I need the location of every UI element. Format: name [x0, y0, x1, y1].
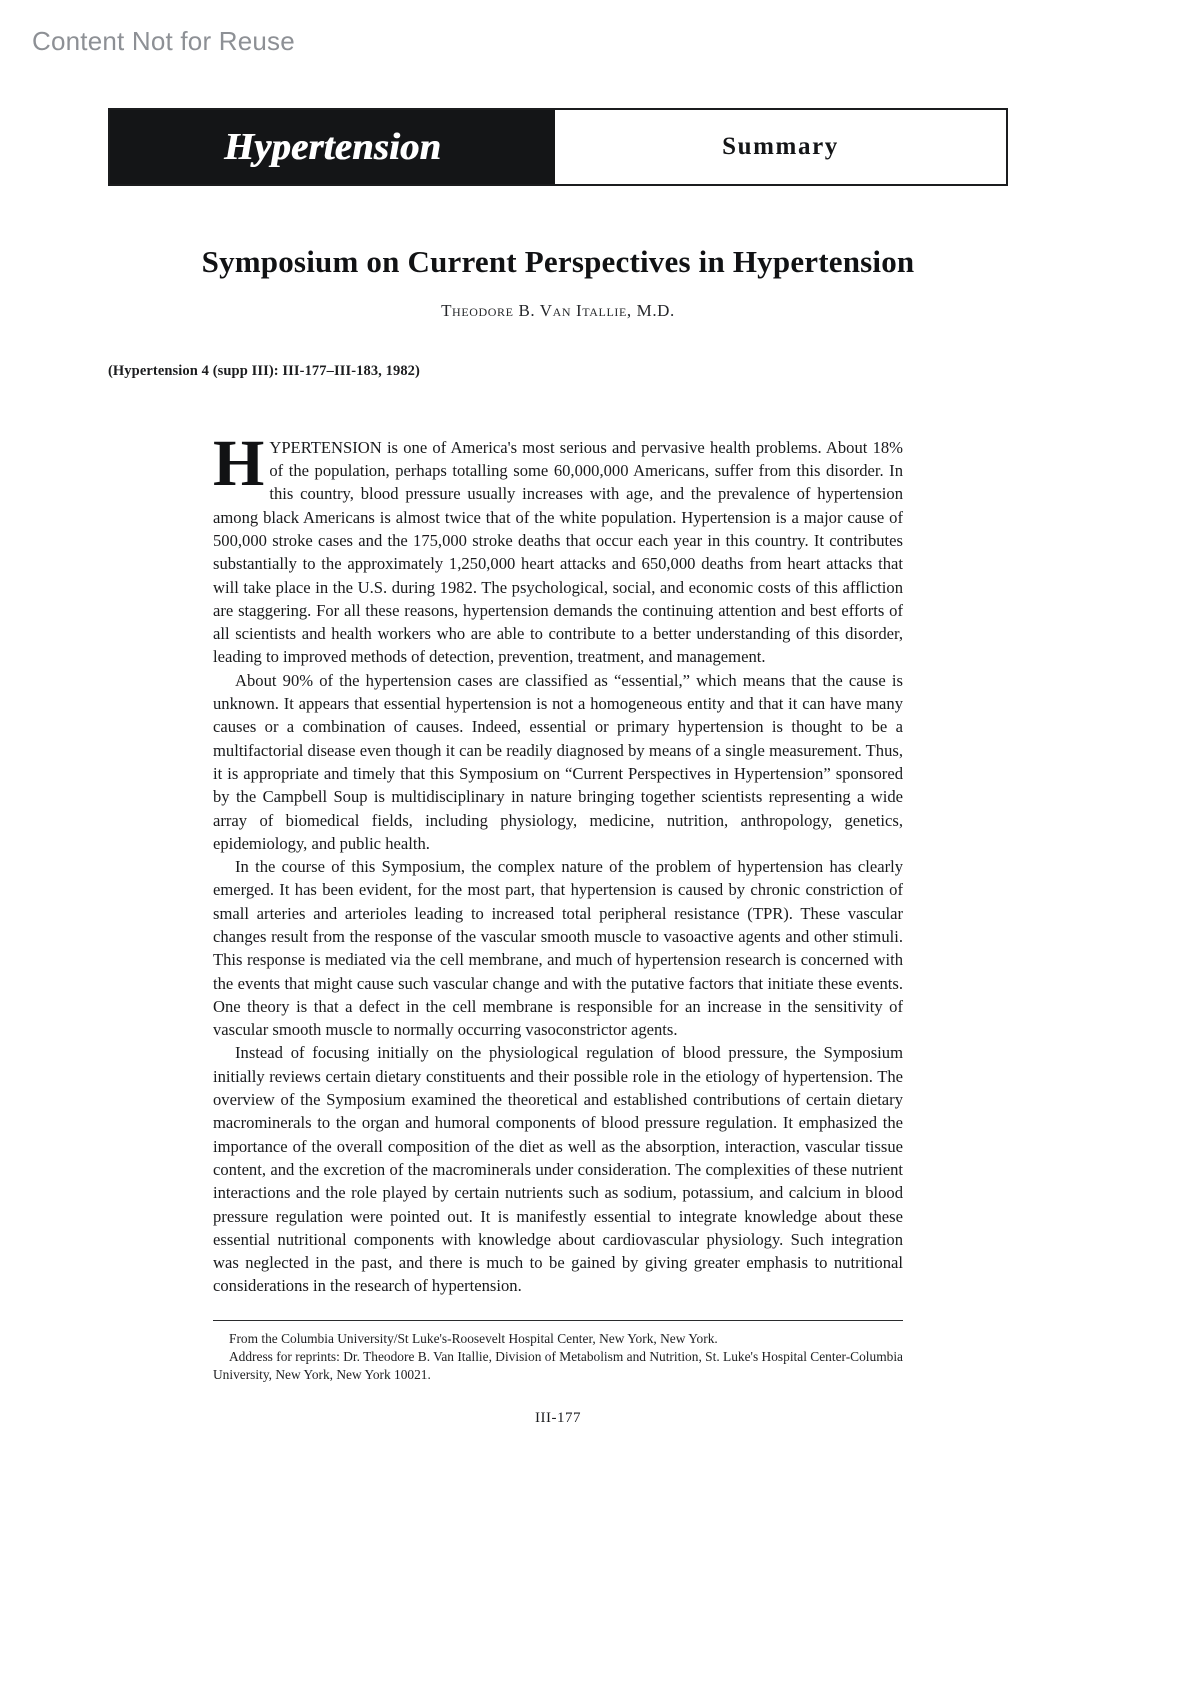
journal-masthead: [108, 108, 1008, 186]
journal-title: Hypertension: [223, 126, 442, 168]
journal-banner: [110, 110, 555, 184]
body-paragraph: About 90% of the hypertension cases are classified as “essential,” which means that the cause is unknown. It appears that essential hypertension is not a homogeneous entity and that it can have many causes or a combination of causes. Indeed, essential or primary hypertension is thought to be a multifactorial disease even though it can be readily diagnosed by means of a single measurement. Thus, it is appropriate and timely that this Symposium on “Current Perspectives in Hypertension” sponsored by the Campbell Soup is multidisciplinary in nature bringing together scientists representing a wide array of biomedical fields, including physiology, medicine, nutrition, anthropology, genetics, epidemiology, and public health.: [213, 670, 903, 853]
footnote-reprints: Address for reprints: Dr. Theodore B. Van Itallie, Division of Metabolism and Nutrition, St. Luke's Hospital Center-Columbia University, New York, New York 10021.: [213, 1348, 903, 1382]
citation-line: (Hypertension 4 (supp III): III-177–III-183, 1982): [108, 362, 420, 379]
footnote-affiliation: From the Columbia University/St Luke's-Roosevelt Hospital Center, New York, New York.: [229, 1330, 718, 1346]
article-body: [213, 426, 903, 1427]
footnote-block: [213, 1330, 903, 1384]
watermark-text: Content Not for Reuse: [32, 26, 295, 56]
author-byline: Theodore B. Van Itallie, M.D.: [441, 300, 675, 320]
page-title: Symposium on Current Perspectives in Hypertension: [201, 244, 915, 279]
body-paragraph: Instead of focusing initially on the physiological regulation of blood pressure, the Symposium initially reviews certain dietary constituents and their possible role in the etiology of hypertension. The overview of the Symposium examined the theoretical and established contributions of certain dietary macrominerals to the organ and humoral components of blood pressure regulation. It emphasized the importance of the overall composition of the diet as well as the absorption, interaction, vascular tissue content, and the excretion of the macrominerals under consideration. The complexities of these nutrient interactions and the role played by certain nutrients such as sodium, potassium, and calcium in blood pressure regulation were pointed out. It is manifestly essential to integrate knowledge about these essential nutritional components with knowledge about cardiovascular physiology. Such integration was neglected in the past, and there is much to be gained by giving greater emphasis to nutritional considerations in the research of hypertension.: [213, 1043, 903, 1296]
section-banner: [555, 110, 1006, 184]
article-page: [108, 108, 1008, 1638]
page-folio: III-177: [535, 1409, 581, 1426]
body-paragraph: HYPERTENSION is one of America's most serious and pervasive health problems. About 18% of the population, perhaps totalling some 60,000,000 Americans, suffer from this disorder. In this country, blood pressure usually increases with age, and the prevalence of hypertension among black Americans is almost twice that of the white population. Hypertension is a major cause of 500,000 stroke cases and the 175,000 stroke deaths that occur each year in this country. It contributes substantially to the approximately 1,250,000 heart attacks and 650,000 deaths from heart attacks that will take place in the U.S. during 1982. The psychological, social, and economic costs of this affliction are staggering. For all these reasons, hypertension demands the continuing attention and best efforts of all scientists and health workers who are able to contribute to a better understanding of this disorder, leading to improved methods of detection, prevention, treatment, and management.: [213, 426, 903, 667]
section-label: Summary: [722, 133, 839, 160]
body-paragraph: In the course of this Symposium, the complex nature of the problem of hypertension has clearly emerged. It has been evident, for the most part, that hypertension is caused by chronic constriction of small arteries and arterioles leading to increased total peripheral resistance (TPR). These vascular changes result from the response of the vascular smooth muscle to vasoactive agents and other stimuli. This response is mediated via the cell membrane, and much of hypertension research is concerned with the events that might cause such vascular change and with the putative factors that initiate these events. One theory is that a defect in the cell membrane is responsible for an increase in the sensitivity of vascular smooth muscle to normally occurring vasoconstrictor agents.: [213, 857, 903, 1040]
footnote-divider: [213, 1320, 903, 1321]
